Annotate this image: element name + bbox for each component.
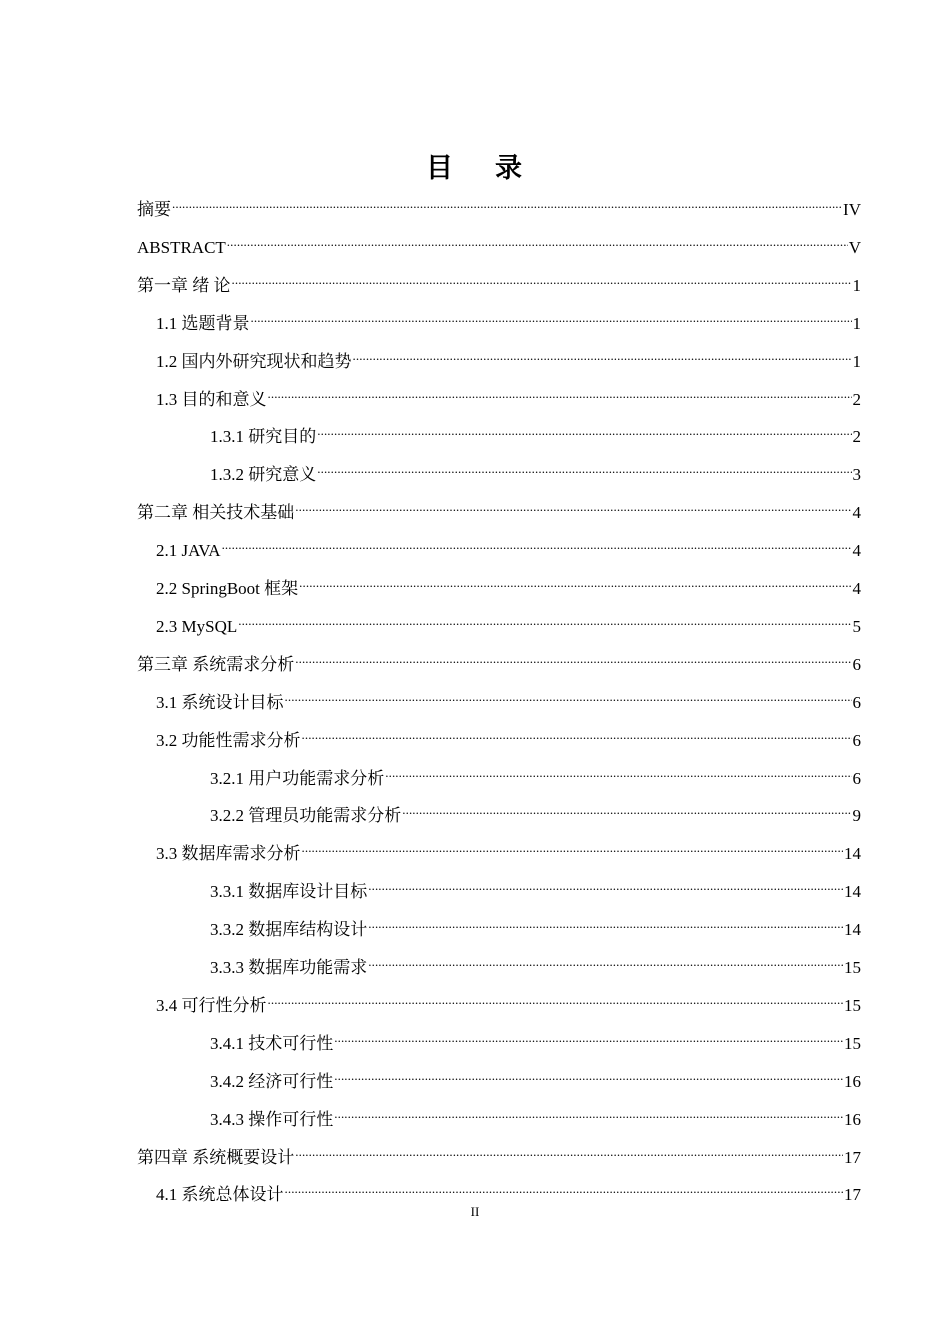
toc-entry-page: 15	[844, 958, 861, 977]
toc-entry[interactable]	[156, 606, 861, 636]
toc-dot-leader	[285, 1174, 844, 1200]
toc-entry-label: 3.2.2 管理员功能需求分析	[210, 806, 402, 826]
toc-entry-page: 16	[844, 1109, 861, 1129]
toc-entry-label: 3.4 可行性分析	[156, 995, 267, 1015]
toc-entry-label: 3.3.3 数据库功能需求	[210, 958, 368, 977]
toc-dot-leader	[227, 227, 848, 253]
toc-entry[interactable]	[210, 795, 861, 826]
page-number: II	[470, 1204, 480, 1219]
toc-entry[interactable]	[156, 985, 861, 1015]
toc-entry[interactable]	[137, 492, 861, 523]
toc-entry[interactable]	[137, 265, 861, 295]
toc-entry-page: V	[848, 237, 861, 257]
toc-entry-page: 6	[852, 768, 861, 788]
toc-entry[interactable]	[156, 379, 861, 409]
toc-entry-label: 3.1 系统设计目标	[156, 692, 284, 712]
toc-dot-leader	[238, 606, 851, 632]
toc-entry[interactable]	[156, 1174, 861, 1205]
toc-entry-page: 14	[844, 882, 861, 902]
toc-entry-page: 4	[852, 503, 861, 523]
toc-dot-leader	[295, 644, 851, 670]
toc-entry-page: 6	[852, 654, 861, 674]
toc-entry-page: 14	[844, 844, 861, 864]
toc-entry[interactable]	[210, 1099, 861, 1129]
toc-entry-label: 3.4.3 操作可行性	[210, 1109, 334, 1129]
toc-entry-label: 摘要	[137, 200, 171, 219]
toc-entry-label: 3.4.2 经济可行性	[210, 1071, 334, 1091]
toc-entry-page: 1	[852, 313, 861, 333]
toc-entry-label: 1.3.2 研究意义	[210, 465, 317, 485]
toc-entry-page: 15	[844, 1033, 861, 1053]
toc-dot-leader	[317, 454, 851, 480]
toc-entry-label: ABSTRACT	[137, 237, 226, 257]
toc-entry-label: 3.3.1 数据库设计目标	[210, 882, 368, 902]
toc-entry[interactable]	[210, 909, 861, 940]
toc-dot-leader	[295, 1137, 843, 1163]
toc-entry-page: 6	[852, 730, 861, 750]
toc-entry-label: 3.3 数据库需求分析	[156, 844, 301, 864]
toc-entry-page: 16	[844, 1071, 861, 1091]
toc-entry-page: 4	[852, 579, 861, 598]
toc-entry-label: 1.3 目的和意义	[156, 389, 267, 409]
toc-entry-label: 4.1 系统总体设计	[156, 1185, 284, 1205]
toc-entry-page: 4	[852, 541, 861, 561]
toc-dot-leader	[222, 530, 852, 556]
toc-entry-page: 5	[852, 616, 861, 636]
toc-entry-page: 9	[852, 806, 861, 826]
toc-dot-leader	[334, 1023, 843, 1049]
toc-entry-page: 6	[852, 692, 861, 712]
toc-entry-label: 1.2 国内外研究现状和趋势	[156, 351, 352, 371]
toc-entry-label: 3.4.1 技术可行性	[210, 1033, 334, 1053]
title-char-1: 目	[426, 153, 455, 184]
toc-dot-leader	[268, 985, 844, 1011]
toc-dot-leader	[334, 1099, 843, 1125]
toc-entry-page: IV	[843, 200, 861, 219]
toc-entry[interactable]	[210, 1061, 861, 1091]
toc-entry[interactable]	[156, 682, 861, 712]
toc-dot-leader	[251, 303, 852, 329]
toc-entry[interactable]	[210, 871, 861, 902]
toc-entry-label: 2.1 JAVA	[156, 541, 221, 561]
toc-entry[interactable]	[137, 1137, 861, 1167]
toc-entry-page: 15	[844, 995, 861, 1015]
page-title	[0, 146, 950, 185]
toc-dot-leader	[317, 416, 851, 442]
toc-dot-leader	[368, 909, 843, 935]
toc-entry-page: 3	[852, 465, 861, 485]
toc-entry[interactable]	[210, 454, 861, 485]
toc-entry[interactable]	[210, 1023, 861, 1053]
toc-entry-label: 第三章 系统需求分析	[137, 654, 295, 674]
toc-dot-leader	[402, 795, 851, 821]
toc-dot-leader	[368, 947, 843, 973]
toc-dot-leader	[334, 1061, 843, 1087]
toc-entry-page: 2	[852, 389, 861, 409]
toc-entry-label: 3.2 功能性需求分析	[156, 730, 301, 750]
toc-dot-leader	[353, 341, 852, 367]
toc-entry[interactable]	[156, 568, 861, 598]
toc-entry-label: 第二章 相关技术基础	[137, 503, 295, 523]
toc-entry[interactable]	[137, 227, 861, 257]
title-char-2: 录	[495, 153, 524, 184]
toc-dot-leader	[172, 189, 842, 215]
toc-dot-leader	[285, 682, 852, 708]
toc-entry[interactable]	[137, 189, 861, 219]
toc-entry-label: 2.3 MySQL	[156, 616, 238, 636]
toc-entry[interactable]	[210, 758, 861, 788]
toc-entry-page: 1	[852, 351, 861, 371]
toc-entry-label: 第四章 系统概要设计	[137, 1147, 295, 1167]
toc-entry[interactable]	[156, 341, 861, 371]
toc-entry-label: 1.1 选题背景	[156, 313, 250, 333]
toc-entry-page: 14	[844, 920, 861, 940]
toc-entry[interactable]	[156, 530, 861, 561]
toc-entry-page: 1	[852, 275, 861, 295]
toc-dot-leader	[302, 720, 852, 746]
toc-dot-leader	[295, 492, 851, 518]
toc-entry[interactable]	[210, 416, 861, 447]
toc-dot-leader	[385, 758, 851, 784]
toc-entry-label: 3.2.1 用户功能需求分析	[210, 768, 385, 788]
toc-entry-page: 2	[852, 427, 861, 447]
toc-dot-leader	[232, 265, 852, 291]
toc-dot-leader	[368, 871, 843, 897]
toc-dot-leader	[299, 568, 851, 594]
toc-dot-leader	[268, 379, 852, 405]
toc-entry-page: 17	[844, 1185, 861, 1205]
toc-dot-leader	[302, 833, 844, 859]
toc-entry[interactable]	[156, 833, 861, 864]
toc-entry-label: 1.3.1 研究目的	[210, 427, 317, 447]
toc-entry-label: 2.2 SpringBoot 框架	[156, 579, 299, 598]
toc-entry[interactable]	[156, 303, 861, 333]
toc-entry-page: 17	[844, 1147, 861, 1167]
toc-entry[interactable]	[156, 720, 861, 750]
toc-entry-label: 3.3.2 数据库结构设计	[210, 920, 368, 940]
toc-entry[interactable]	[137, 644, 861, 674]
toc-entry[interactable]	[210, 947, 861, 977]
toc-entry-label: 第一章 绪 论	[137, 275, 231, 295]
